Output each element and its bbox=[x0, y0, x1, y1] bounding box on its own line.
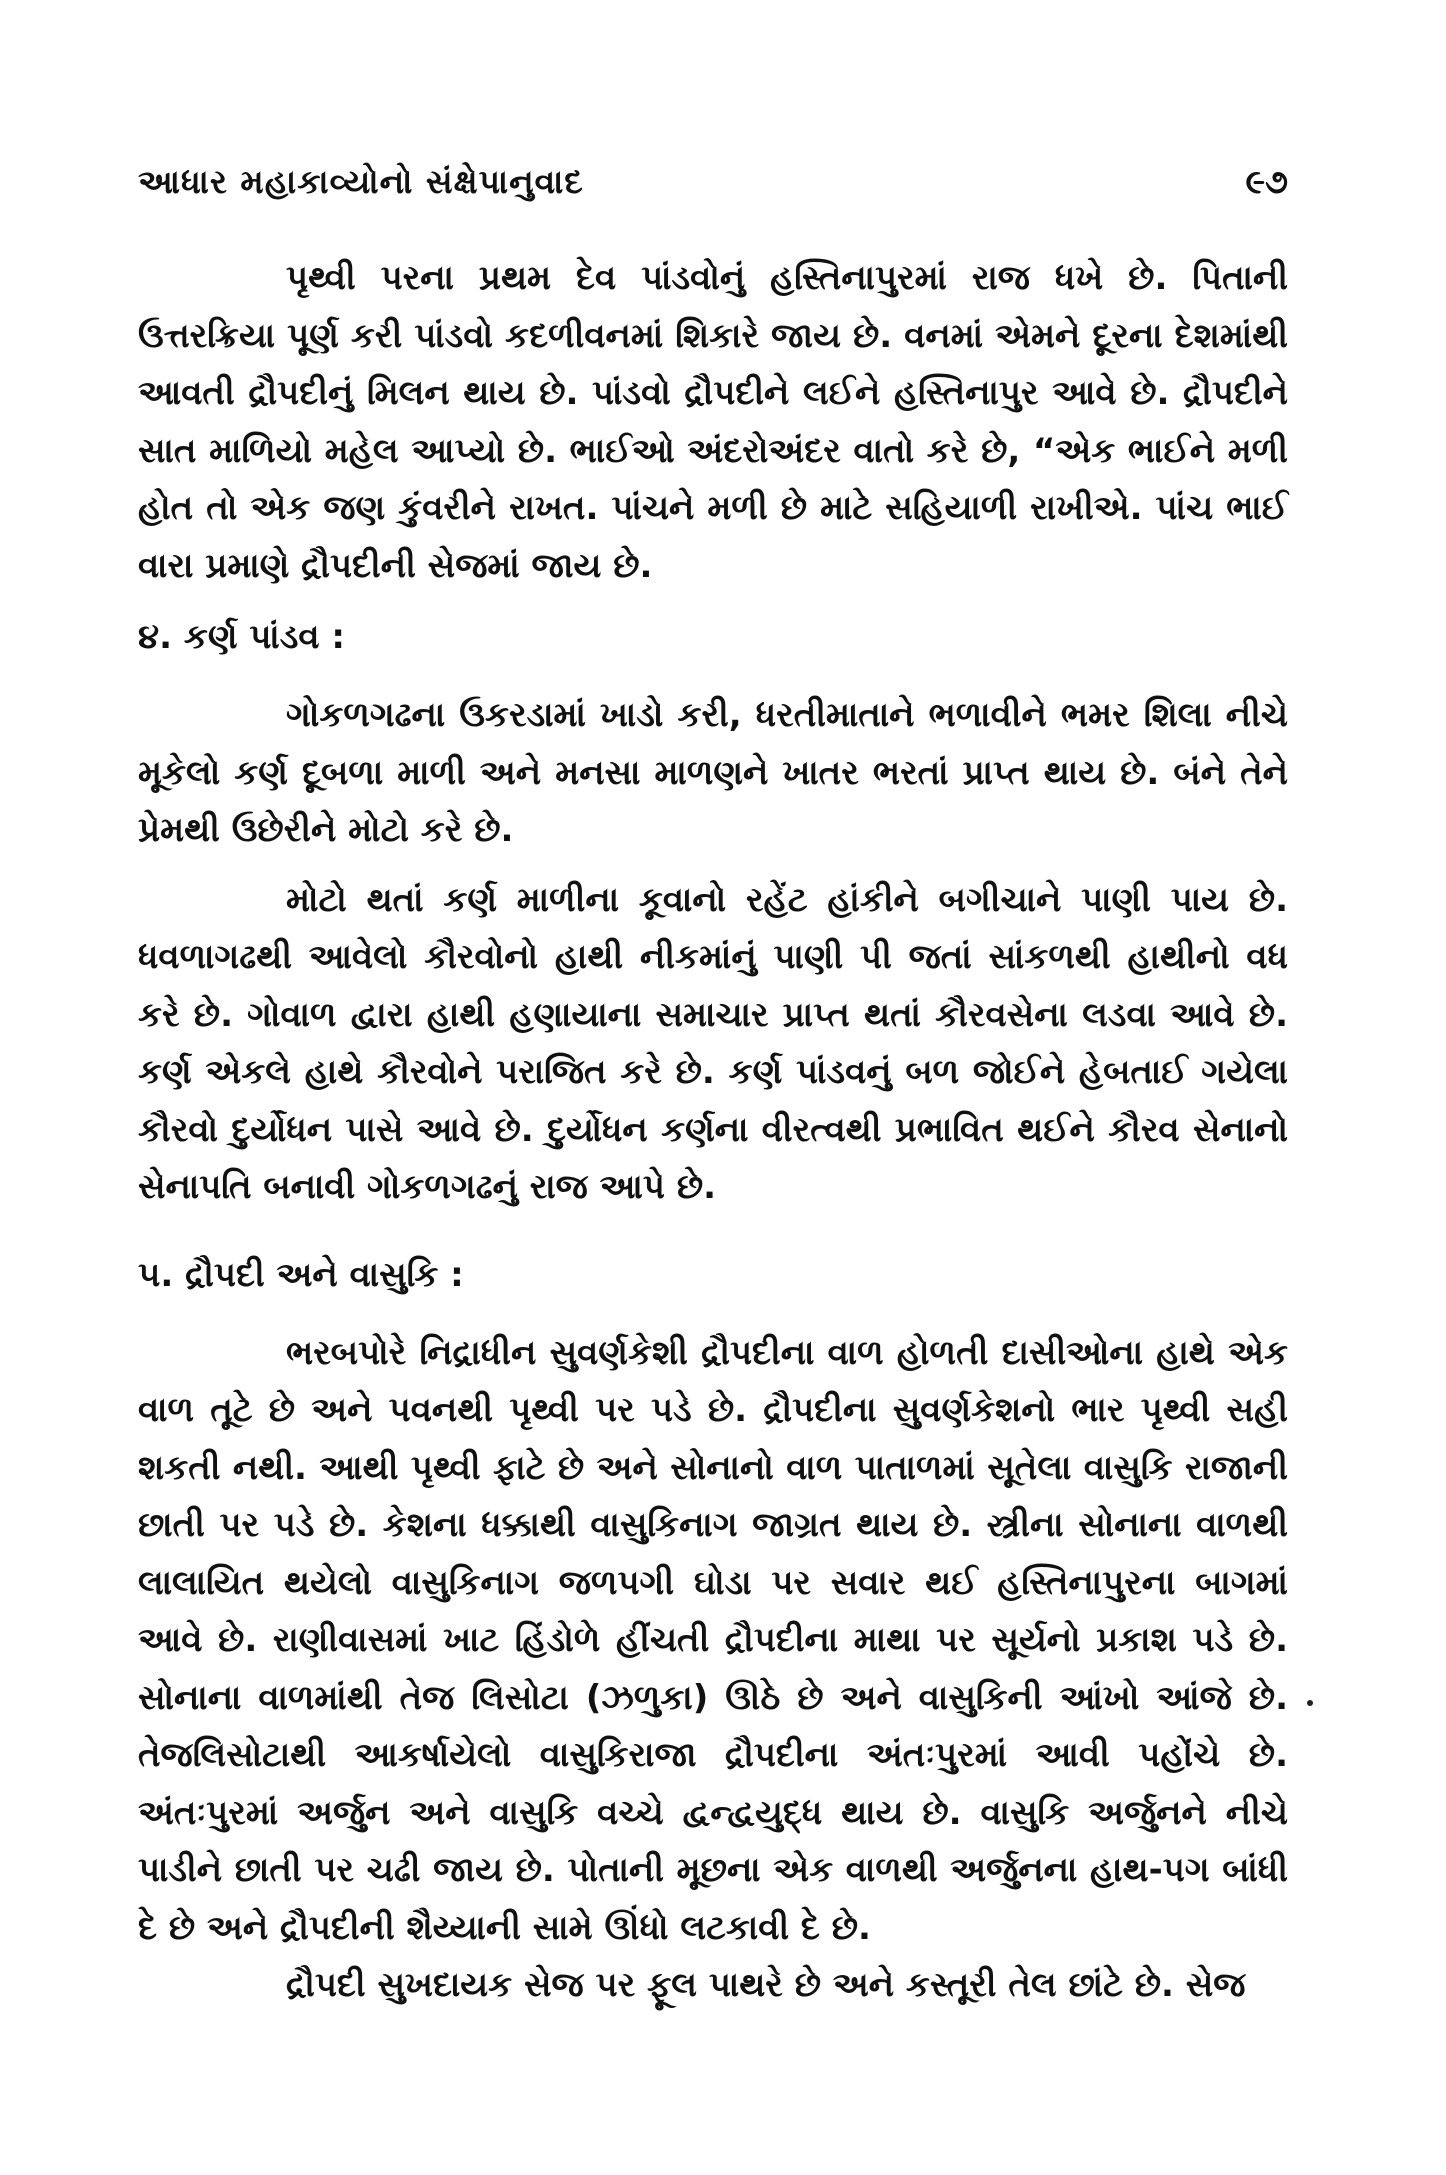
page-header bbox=[138, 162, 1288, 222]
paragraph-pandavas-draupadi: પૃથ્વી પરના પ્રથમ દેવ પાંડવોનું હસ્તિનાપુરમાં રાજ ધખે છે. પિતાની ઉત્તરક્રિયા પૂર્ણ કરી પાંડવો કદળીવનમાં શિકારે જાય છે. વનમાં એમને દૂરના દેશમાંથી આવતી દ્રૌપદીનું મિલન થાય છે. પાંડવો દ્રૌપદીને લઈને હસ્તિનાપુર આવે છે. દ્રૌપદીને સાત માળિયો મહેલ આપ્યો છે. ભાઈઓ અંદરોઅંદર વાતો કરે છે, “એક ભાઈને મળી હોત તો એક જણ કુંવરીને રાખત. પાંચને મળી છે માટે સહિયાળી રાખીએ. પાંચ ભાઈ વારા પ્રમાણે દ્રૌપદીની સેજમાં જાય છે. bbox=[138, 258, 1288, 586]
paragraph-karna-victory: મોટો થતાં કર્ણ માળીના કૂવાનો રહેંટ હાંકીને બગીચાને પાણી પાય છે. ધવળાગઢથી આવેલો કૌરવોનો હાથી નીકમાંનું પાણી પી જતાં સાંકળથી હાથીનો વધ કરે છે. ગોવાળ દ્વારા હાથી હણાયાના સમાચાર પ્રાપ્ત થતાં કૌરવસેના લડવા આવે છે. કર્ણ એકલે હાથે કૌરવોને પરાજિત કરે છે. કર્ણ પાંડવનું બળ જોઈને હેબતાઈ ગયેલા કૌરવો દુર્યોધન પાસે આવે છે. દુર્યોધન કર્ણના વીરત્વથી પ્રભાવિત થઈને કૌરવ સેનાનો સેનાપતિ બનાવી ગોકળગઢનું રાજ આપે છે. bbox=[138, 879, 1288, 1207]
section-heading-draupadi-vasuki: ૫. દ્રૌપદી અને વાસુકિ : bbox=[138, 1254, 464, 1295]
paragraph-vasuki-story: ભરબપોરે નિદ્રાધીન સુવર્ણકેશી દ્રૌપદીના વાળ હોળતી દાસીઓના હાથે એક વાળ તૂટે છે અને પવનથી પૃથ્વી પર પડે છે. દ્રૌપદીના સુવર્ણકેશનો ભાર પૃથ્વી સહી શકતી નથી. આથી પૃથ્વી ફાટે છે અને સોનાનો વાળ પાતાળમાં સૂતેલા વાસુકિ રાજાની છાતી પર પડે છે. કેશના ધક્કાથી વાસુકિનાગ જાગ્રત થાય છે. સ્ત્રીના સોનાના વાળથી લાલાયિત થયેલો વાસુકિનાગ જળપગી ઘોડા પર સવાર થઈ હસ્તિનાપુરના બાગમાં આવે છે. રાણીવાસમાં ખાટ હિંડોળે હીંચતી દ્રૌપદીના માથા પર સૂર્યનો પ્રકાશ પડે છે. સોનાના વાળમાંથી તેજ લિસોટા (ઝળુકા) ઊઠે છે અને વાસુકિની આંખો આંજે છે. તેજલિસોટાથી આકર્ષાયેલો વાસુકિરાજા દ્રૌપદીના અંતઃપુરમાં આવી પહોંચે છે. અંતઃપુરમાં અર્જુન અને વાસુકિ વચ્ચે દ્વન્દ્વયુદ્ધ થાય છે. વાસુકિ અર્જુનને નીચે પાડીને છાતી પર ચઢી જાય છે. પોતાની મૂછના એક વાળથી અર્જુનના હાથ-પગ બાંધી દે છે અને દ્રૌપદીની શૈય્યાની સામે ઊંધો લટકાવી દે છે. bbox=[138, 1332, 1288, 1948]
page-body bbox=[138, 250, 1288, 2015]
paragraph-draupadi-bed: દ્રૌપદી સુખદાયક સેજ પર ફૂલ પાથરે છે અને કસ્તૂરી તેલ છાંટે છે. સેજ bbox=[286, 1965, 1246, 2005]
margin-dot-mark bbox=[1307, 1700, 1313, 1706]
running-title: આધાર મહાકાવ્યોનો સંક્ષેપાનુવાદ bbox=[138, 162, 584, 201]
page-number: ૯૭ bbox=[1245, 162, 1288, 201]
paragraph-karna-birth: ગોકળગઢના ઉકરડામાં ખાડો કરી, ધરતીમાતાને ભળાવીને ભમર શિલા નીચે મૂકેલો કર્ણ દૂબળા માળી અને મનસા માળણને ખાતર ભરતાં પ્રાપ્ત થાય છે. બંને તેને પ્રેમથી ઉછેરીને મોટો કરે છે. bbox=[138, 695, 1288, 850]
section-heading-karna-pandav: ૪. કર્ણ પાંડવ : bbox=[138, 617, 345, 657]
